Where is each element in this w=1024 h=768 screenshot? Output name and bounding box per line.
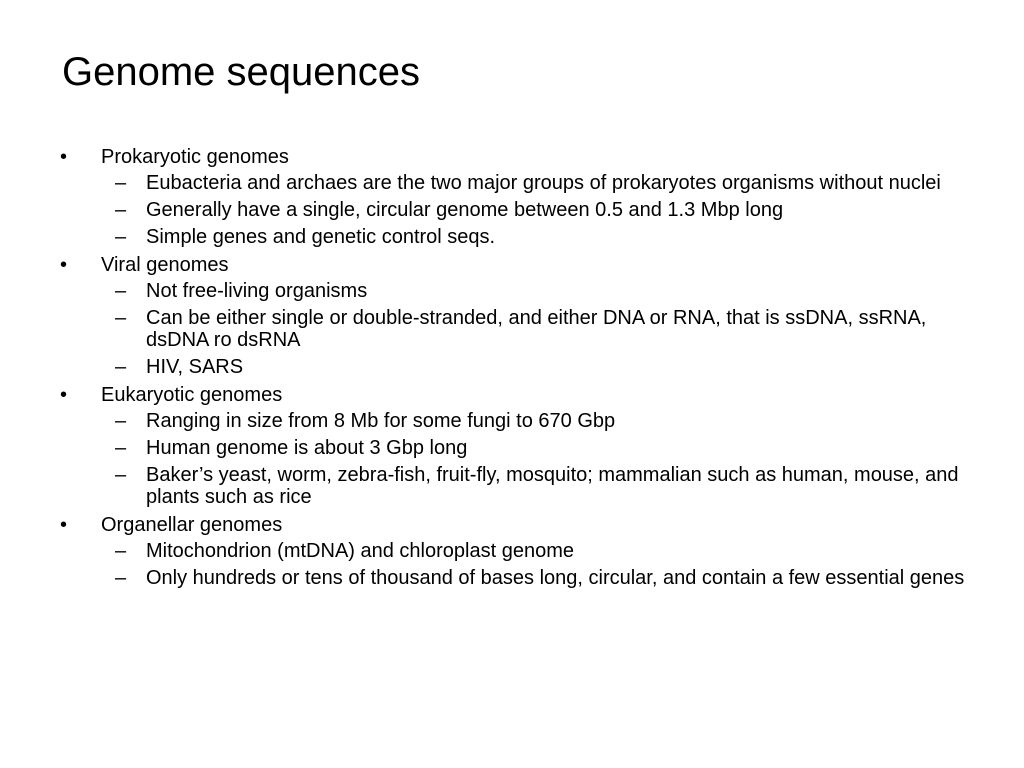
sub-bullet-text: Mitochondrion (mtDNA) and chloroplast genome	[146, 540, 574, 562]
slide-content	[0, 145, 1024, 594]
sub-bullet-marker: –	[115, 540, 127, 562]
sub-bullet-text: Only hundreds or tens of thousand of bases long, circular, and contain a few essential genes	[146, 567, 965, 589]
bullet-marker: •	[60, 146, 68, 168]
bullet-marker: •	[60, 254, 68, 276]
sub-bullet-item	[0, 356, 1024, 378]
sub-bullet-text: Ranging in size from 8 Mb for some fungi to 670 Gbp	[146, 410, 616, 432]
sub-bullet-text: Human genome is about 3 Gbp long	[146, 437, 468, 459]
sub-bullet-item	[0, 567, 1024, 589]
sub-bullet-text: Can be either single or double-stranded, and either DNA or RNA, that is ssDNA, ssRNA, dsDNA ro dsRNA	[146, 307, 927, 351]
sub-bullet-marker: –	[115, 437, 127, 459]
sub-bullet-item	[0, 464, 1024, 508]
bullet-text: Eukaryotic genomes	[101, 384, 283, 406]
sub-bullet-item	[0, 540, 1024, 562]
bullet-text: Prokaryotic genomes	[101, 146, 289, 168]
sub-bullet-text: Eubacteria and archaes are the two major groups of prokaryotes organisms without nuclei	[146, 172, 941, 194]
sub-bullet-item	[0, 172, 1024, 194]
sub-bullet-item	[0, 280, 1024, 302]
sub-bullet-marker: –	[115, 199, 127, 221]
sub-bullet-marker: –	[115, 172, 127, 194]
sub-bullet-marker: –	[115, 410, 127, 432]
sub-bullet-item	[0, 199, 1024, 221]
sub-bullet-text: Not free-living organisms	[146, 280, 368, 302]
sub-bullet-text: Simple genes and genetic control seqs.	[146, 226, 496, 248]
sub-bullet-item	[0, 437, 1024, 459]
bullet-text: Viral genomes	[101, 254, 229, 276]
sub-bullet-marker: –	[115, 356, 127, 378]
bullet-item	[0, 145, 1024, 169]
sub-bullet-text: Generally have a single, circular genome between 0.5 and 1.3 Mbp long	[146, 199, 784, 221]
sub-bullet-text: Baker’s yeast, worm, zebra-fish, fruit-fly, mosquito; mammalian such as human, mouse, and plants such as rice	[146, 464, 959, 508]
sub-bullet-marker: –	[115, 226, 127, 248]
sub-bullet-item	[0, 410, 1024, 432]
sub-bullet-marker: –	[115, 280, 127, 302]
sub-bullet-marker: –	[115, 567, 127, 589]
sub-bullet-marker: –	[115, 307, 127, 329]
sub-bullet-item	[0, 226, 1024, 248]
sub-bullet-text: HIV, SARS	[146, 356, 244, 378]
bullet-marker: •	[60, 514, 68, 536]
bullet-item	[0, 253, 1024, 277]
bullet-text: Organellar genomes	[101, 514, 283, 536]
slide-title: Genome sequences	[62, 50, 421, 94]
bullet-marker: •	[60, 384, 68, 406]
bullet-item	[0, 383, 1024, 407]
sub-bullet-item	[0, 307, 1024, 351]
sub-bullet-marker: –	[115, 464, 127, 486]
bullet-item	[0, 513, 1024, 537]
